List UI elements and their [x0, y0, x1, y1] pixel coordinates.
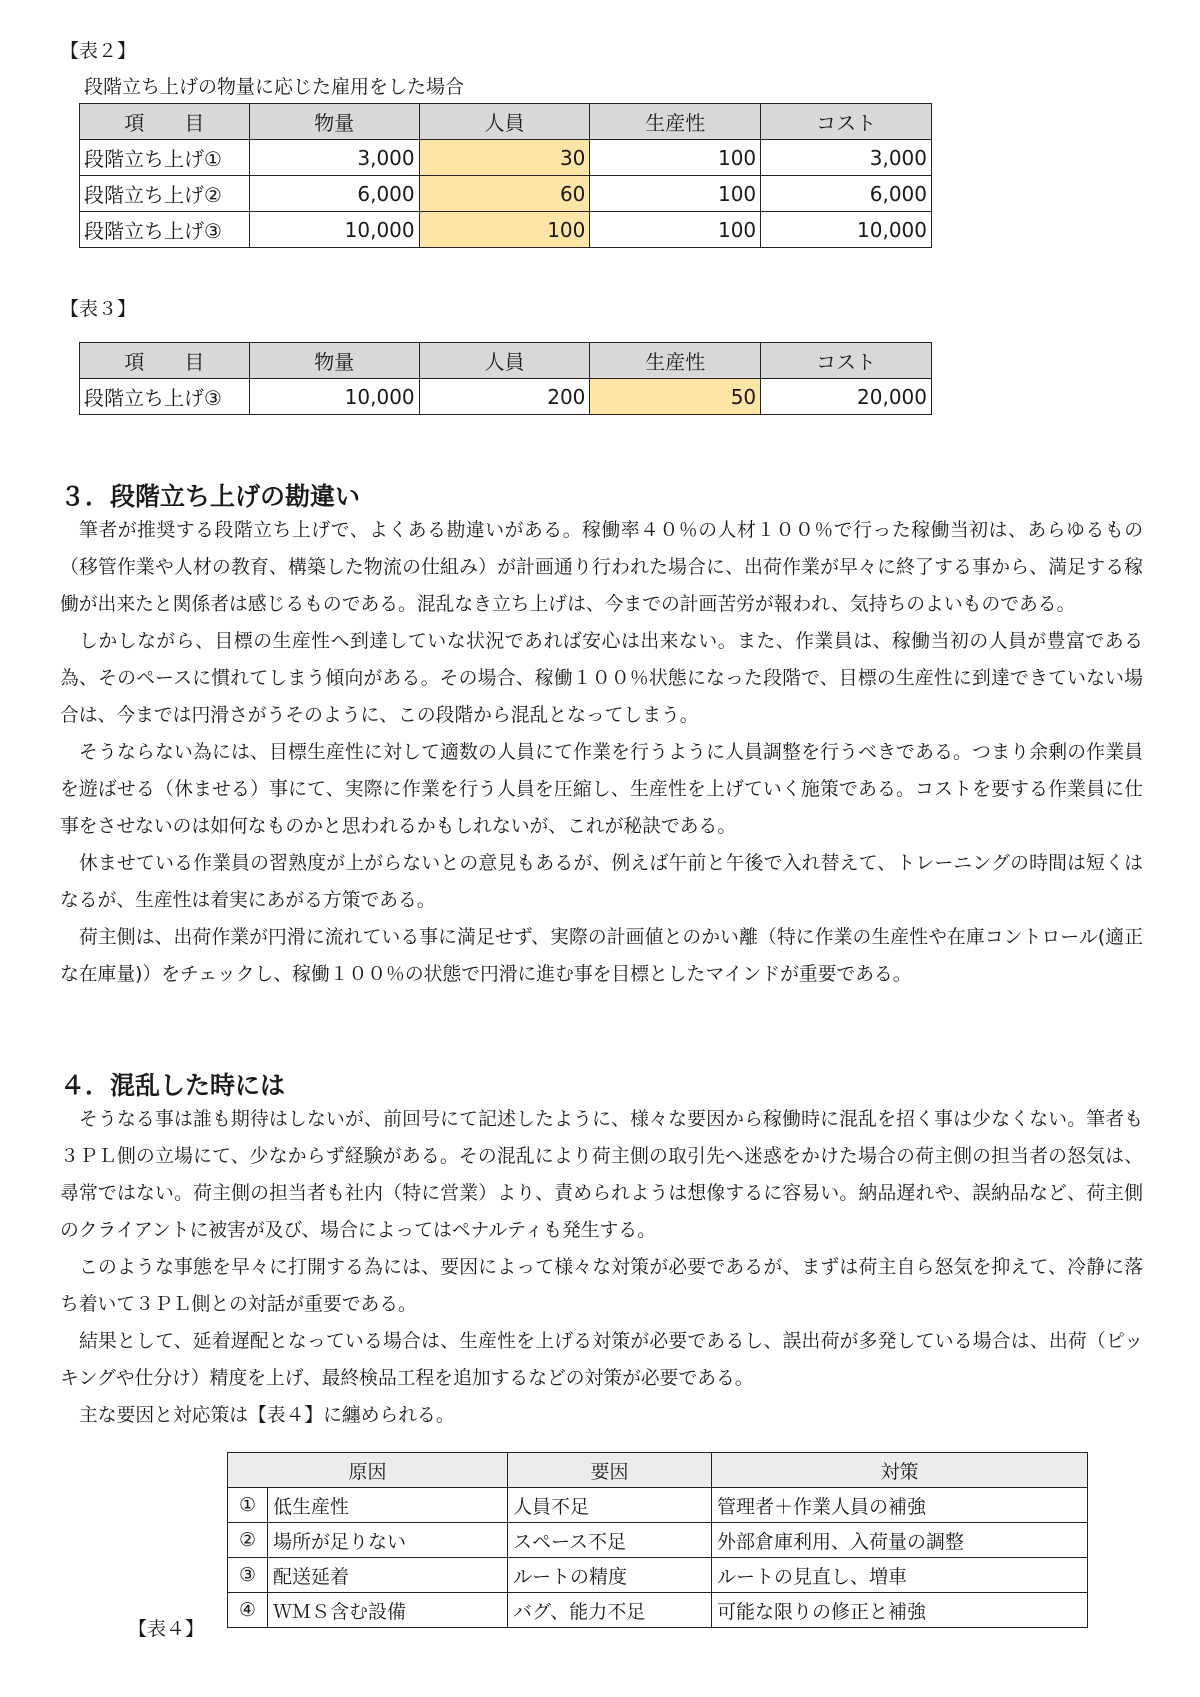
staff-cell: 200 [419, 379, 590, 415]
countermeasure-cell: 外部倉庫利用、入荷量の調整 [712, 1523, 1088, 1558]
row-number: ③ [228, 1558, 268, 1593]
row-number: ② [228, 1523, 268, 1558]
column-header-productivity: 生産性 [590, 104, 761, 140]
table4 [227, 1452, 1088, 1628]
staff-cell: 60 [419, 176, 590, 212]
productivity-cell: 100 [590, 140, 761, 176]
paragraph: 筆者が推奨する段階立ち上げで、よくある勘違いがある。稼働率４０％の人材１００％で行った稼働当初は、あらゆるもの（移管作業や人材の教育、構築した物流の仕組み）が計画通り行われた場合に、出荷作業が早々に終了する事から、満足する稼働が出来たと関係者は感じるものである。混乱なき立ち上げは、今までの計画苦労が報われ、気持ちのよいものである。 [60, 520, 1143, 615]
productivity-cell: 100 [590, 212, 761, 248]
table-row [228, 1488, 1088, 1523]
factor-cell: スペース不足 [508, 1523, 712, 1558]
factor-cell: バグ、能力不足 [508, 1593, 712, 1628]
paragraph: そうならない為には、目標生産性に対して適数の人員にて作業を行うように人員調整を行うべきである。つまり余剰の作業員を遊ばせる（休ませる）事にて、実際に作業を行う人員を圧縮し、生産性を上げていく施策である。コストを要する作業員に仕事をさせないのは如何なものかと思われるかもしれないが、これが秘訣である。 [60, 742, 1143, 837]
section3-heading: ３．段階立ち上げの勘違い [60, 482, 361, 511]
table-header-row [80, 104, 932, 140]
cost-cell: 10,000 [761, 212, 932, 248]
column-header-cost: コスト [761, 343, 932, 379]
table-header-row [80, 343, 932, 379]
cause-cell: ＷＭＳ含む設備 [268, 1593, 508, 1628]
column-header-countermeasure: 対策 [712, 1453, 1088, 1488]
table2 [79, 103, 932, 248]
staff-cell: 30 [419, 140, 590, 176]
volume-cell: 3,000 [249, 140, 419, 176]
section3-body [60, 512, 1143, 993]
volume-cell: 6,000 [249, 176, 419, 212]
countermeasure-cell: 可能な限りの修正と補強 [712, 1593, 1088, 1628]
volume-cell: 10,000 [249, 212, 419, 248]
cause-cell: 低生産性 [268, 1488, 508, 1523]
column-header-item: 項 目 [80, 104, 250, 140]
table-header-row [228, 1453, 1088, 1488]
table4-caption: 【表４】 [128, 1618, 205, 1640]
table-row [228, 1593, 1088, 1628]
countermeasure-cell: 管理者＋作業人員の補強 [712, 1488, 1088, 1523]
staff-cell: 100 [419, 212, 590, 248]
column-header-productivity: 生産性 [590, 343, 761, 379]
volume-cell: 10,000 [249, 379, 419, 415]
row-label: 段階立ち上げ③ [80, 212, 250, 248]
paragraph: 結果として、延着遅配となっている場合は、生産性を上げる対策が必要であるし、誤出荷が多発している場合は、出荷（ピッキングや仕分け）精度を上げ、最終検品工程を追加するなどの対策が必要である。 [60, 1331, 1143, 1389]
column-header-cost: コスト [761, 104, 932, 140]
column-header-staff: 人員 [419, 104, 590, 140]
table-row [80, 379, 932, 415]
factor-cell: ルートの精度 [508, 1558, 712, 1593]
table3 [79, 342, 932, 415]
table-row [80, 176, 932, 212]
paragraph: しかしながら、目標の生産性へ到達していな状況であれば安心は出来ない。また、作業員は、稼働当初の人員が豊富である為、そのペースに慣れてしまう傾向がある。その場合、稼働１００％状態になった段階で、目標の生産性に到達できていない場合は、今までは円滑さがうそのように、この段階から混乱となってしまう。 [60, 631, 1143, 726]
column-header-cause: 原因 [228, 1453, 508, 1488]
column-header-volume: 物量 [249, 343, 419, 379]
table2-subtitle: 段階立ち上げの物量に応じた雇用をした場合 [84, 76, 465, 98]
productivity-cell: 50 [590, 379, 761, 415]
row-label: 段階立ち上げ① [80, 140, 250, 176]
paragraph: このような事態を早々に打開する為には、要因によって様々な対策が必要であるが、まずは荷主自ら怒気を抑えて、冷静に落ち着いて３ＰＬ側との対話が重要である。 [60, 1257, 1143, 1315]
cause-cell: 場所が足りない [268, 1523, 508, 1558]
cost-cell: 6,000 [761, 176, 932, 212]
row-number: ① [228, 1488, 268, 1523]
cost-cell: 20,000 [761, 379, 932, 415]
productivity-cell: 100 [590, 176, 761, 212]
cause-cell: 配送延着 [268, 1558, 508, 1593]
paragraph: 休ませている作業員の習熟度が上がらないとの意見もあるが、例えば午前と午後で入れ替えて、トレーニングの時間は短くはなるが、生産性は着実にあがる方策である。 [60, 853, 1143, 911]
column-header-factor: 要因 [508, 1453, 712, 1488]
factor-cell: 人員不足 [508, 1488, 712, 1523]
paragraph: 荷主側は、出荷作業が円滑に流れている事に満足せず、実際の計画値とのかい離（特に作業の生産性や在庫コントロール(適正な在庫量)）をチェックし、稼働１００％の状態で円滑に進む事を目標としたマインドが重要である。 [60, 927, 1143, 985]
column-header-item: 項 目 [80, 343, 250, 379]
section4-body [60, 1101, 1143, 1434]
table3-caption: 【表３】 [60, 298, 137, 320]
cost-cell: 3,000 [761, 140, 932, 176]
column-header-staff: 人員 [419, 343, 590, 379]
table2-caption: 【表２】 [60, 40, 137, 62]
paragraph: 主な要因と対応策は【表４】に纏められる。 [79, 1405, 455, 1426]
row-label: 段階立ち上げ② [80, 176, 250, 212]
table-row [80, 212, 932, 248]
row-label: 段階立ち上げ③ [80, 379, 250, 415]
section4-heading: ４．混乱した時には [60, 1071, 286, 1100]
table-row [228, 1558, 1088, 1593]
row-number: ④ [228, 1593, 268, 1628]
table-row [80, 140, 932, 176]
paragraph: そうなる事は誰も期待はしないが、前回号にて記述したように、様々な要因から稼働時に混乱を招く事は少なくない。筆者も３ＰＬ側の立場にて、少なからず経験がある。その混乱により荷主側の取引先へ迷惑をかけた場合の荷主側の担当者の怒気は、尋常ではない。荷主側の担当者も社内（特に営業）より、責められようは想像するに容易い。納品遅れや、誤納品など、荷主側のクライアントに被害が及び、場合によってはペナルティも発生する。 [60, 1109, 1143, 1241]
countermeasure-cell: ルートの見直し、増車 [712, 1558, 1088, 1593]
column-header-volume: 物量 [249, 104, 419, 140]
table-row [228, 1523, 1088, 1558]
